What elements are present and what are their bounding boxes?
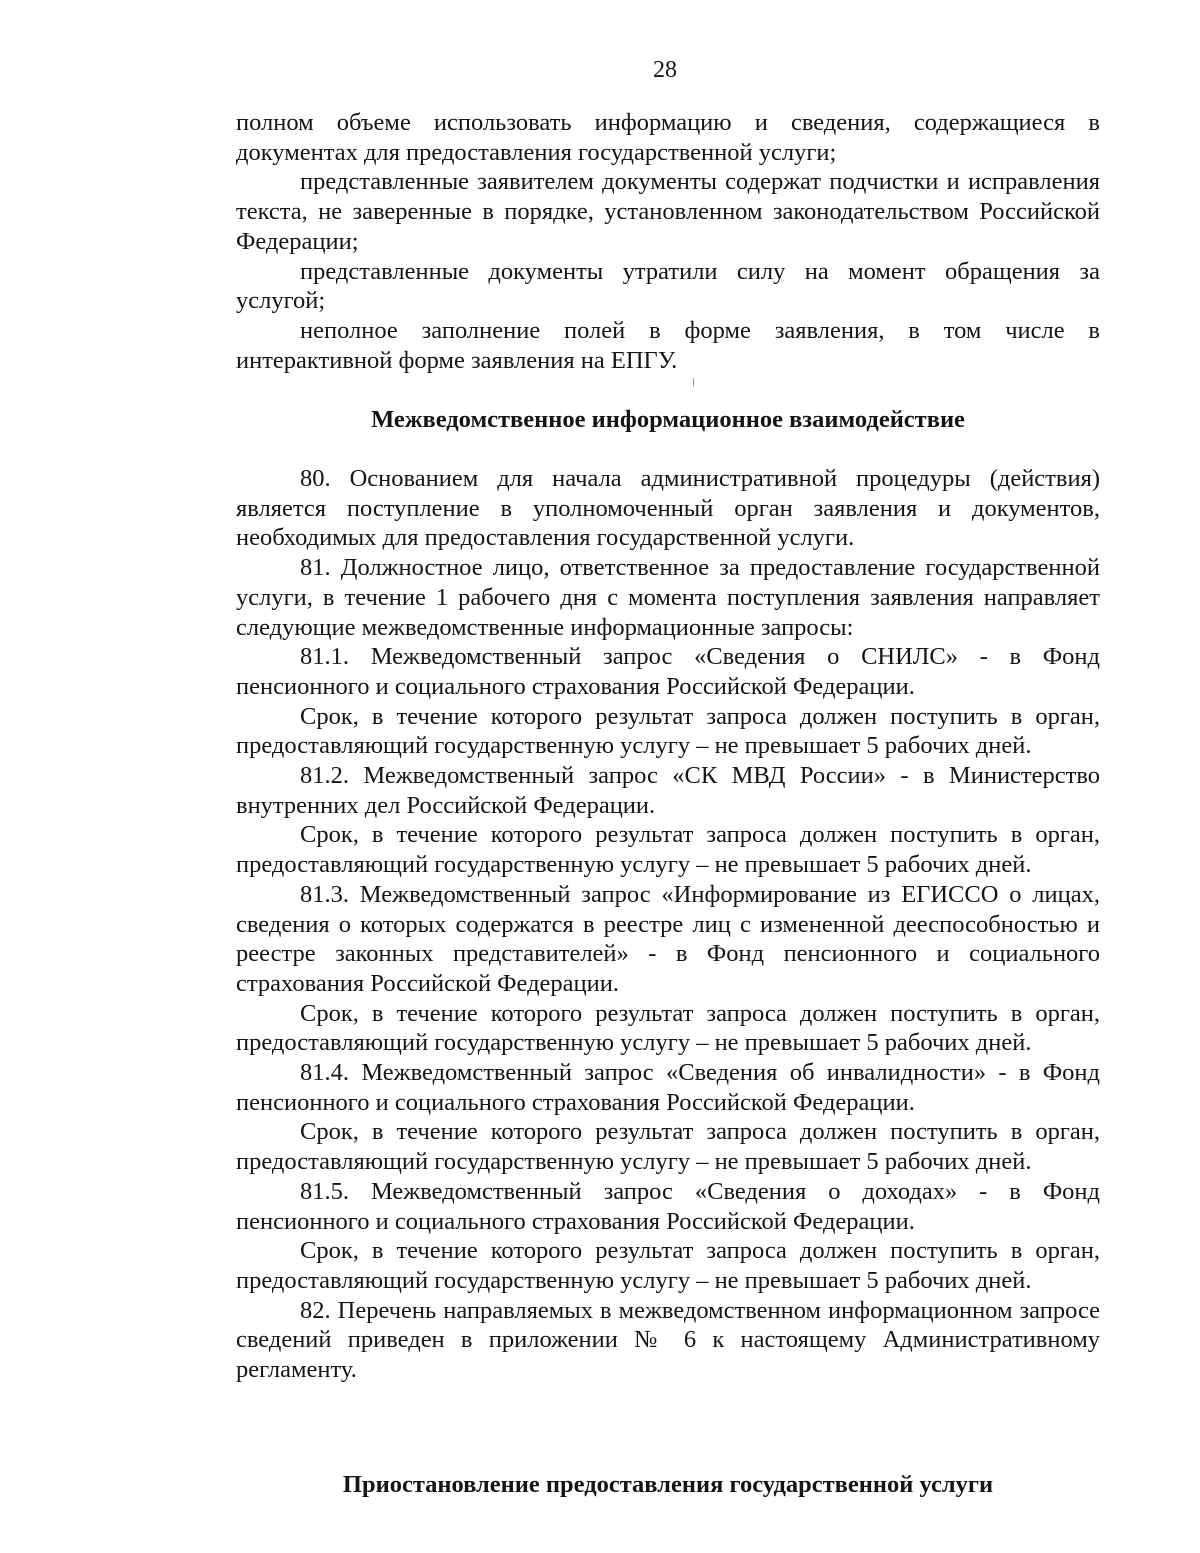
paragraph: представленные заявителем документы содержат подчистки и исправления текста, не заверенные в порядке, установленном законодательством Российской Федерации; [236,168,1100,255]
paragraph: неполное заполнение полей в форме заявления, в том числе в интерактивной форме заявления на ЕПГУ. [236,316,1100,374]
paragraph: Срок, в течение которого результат запроса должен поступить в орган, предоставляющий государственную услугу – не превышает 5 рабочих дней. [236,1118,1100,1176]
page-number: 28 [653,57,677,83]
paragraph: Срок, в течение которого результат запроса должен поступить в орган, предоставляющий государственную услугу – не превышает 5 рабочих дней. [236,821,1100,879]
paragraph: Срок, в течение которого результат запроса должен поступить в орган, предоставляющий государственную услугу – не превышает 5 рабочих дней. [236,1237,1100,1294]
text-block-grounds-for-refusal [236,108,1100,375]
paragraph: представленные документы утратили силу на момент обращения за услугой; [236,257,1100,315]
paragraph: 81. Должностное лицо, ответственное за предоставление государственной услуги, в течение 1 рабочего дня с момента поступления заявления направляет следующие межведомственные информационные запросы: [236,554,1100,641]
text-block-interagency-requests [236,464,1100,1385]
paragraph: 82. Перечень направляемых в межведомственном информационном запросе сведений приведен в приложении № 6 к настоящему Административному регламенту. [236,1296,1100,1384]
paragraph: 81.3. Межведомственный запрос «Информирование из ЕГИССО о лицах, сведения о которых содержатся в реестре лиц с измененной дееспособностью и реестре законных представителей» - в Фонд пенсионного и социального страхования Российской Федерации. [236,880,1100,997]
paragraph: 81.2. Межведомственный запрос «СК МВД России» - в Министерство внутренних дел Российской Федерации. [236,762,1100,819]
section-heading-interagency-interaction: Межведомственное информационное взаимодействие [371,406,965,433]
paragraph: Срок, в течение которого результат запроса должен поступить в орган, предоставляющий государственную услугу – не превышает 5 рабочих дней. [236,702,1100,760]
paragraph: 81.5. Межведомственный запрос «Сведения о доходах» - в Фонд пенсионного и социального страхования Российской Федерации. [236,1177,1100,1235]
paragraph: полном объеме использовать информацию и сведения, содержащиеся в документах для предоставления государственной услуги; [236,109,1100,166]
paragraph: Срок, в течение которого результат запроса должен поступить в орган, предоставляющий государственную услугу – не превышает 5 рабочих дней. [236,999,1100,1057]
scan-artifact-mark [693,378,694,386]
section-heading-suspension: Приостановление предоставления государственной услуги [342,1471,994,1498]
paragraph: 81.1. Межведомственный запрос «Сведения о СНИЛС» - в Фонд пенсионного и социального страхования Российской Федерации. [236,643,1100,700]
paragraph: 81.4. Межведомственный запрос «Сведения об инвалидности» - в Фонд пенсионного и социального страхования Российской Федерации. [236,1059,1100,1116]
paragraph: 80. Основанием для начала административной процедуры (действия) является поступление в уполномоченный орган заявления и документов, необходимых для предоставления государственной услуги. [236,465,1100,552]
